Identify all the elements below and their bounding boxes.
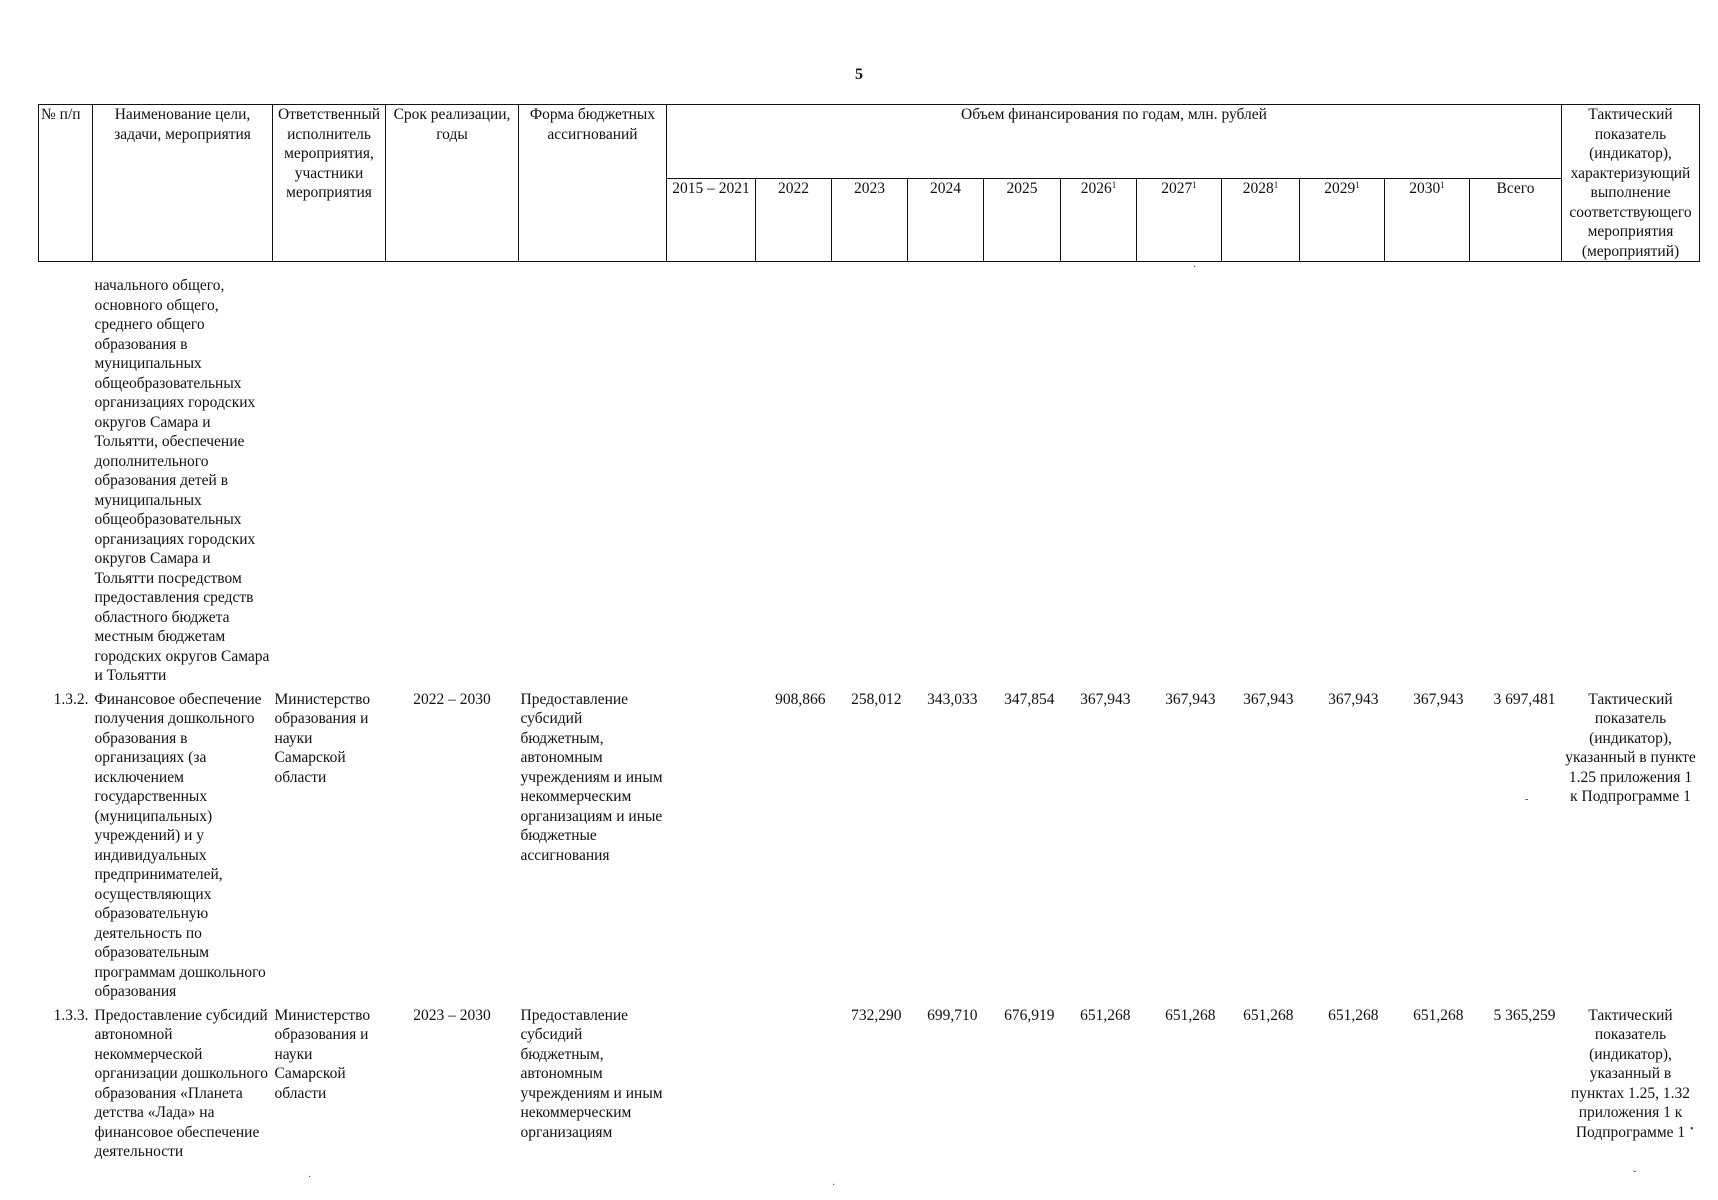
row-value-6: 367,943 (1165, 690, 1216, 708)
row-value-5: 367,943 (1080, 690, 1131, 708)
page-number: 5 (855, 66, 863, 83)
year-label: 2029 (1324, 179, 1356, 197)
header-responsible: Ответственный исполнитель мероприятия, участники мероприятия (273, 105, 386, 262)
row-form: Предоставление субсидий бюджетным, автономным учреждениям и иным некоммерческим организациям и иные бюджетные ассигнования (520, 690, 663, 864)
header-year-5 (1061, 178, 1137, 261)
row-name: Финансовое обеспечение получения дошкольного образования в организациях (за исключением государственных (муниципальных) учреждений) и у индивидуальных предпринимателей, осуществляющих образовательную деятельность по образовательным программам дошкольного образования (94, 690, 266, 1000)
header-year-10 (1470, 178, 1562, 261)
row-number: 1.3.2. (53, 690, 89, 708)
year-footnote-mark: 1 (1192, 179, 1197, 190)
header-year-1 (756, 178, 832, 261)
row-indicator: Тактический показатель (индикатор), указанный в пунктах 1.25, 1.32 приложения 1 к Подпрограмме 1 (1570, 1006, 1691, 1141)
year-label: 2022 (778, 179, 809, 197)
row-value-5: 651,268 (1080, 1006, 1131, 1024)
header-term: Срок реализации, годы (386, 105, 519, 262)
row-value-2: 258,012 (851, 690, 902, 708)
year-label: 2028 (1242, 179, 1274, 197)
year-label: 2030 (1409, 179, 1441, 197)
table-header (39, 105, 1700, 262)
continuation-text: начального общего, основного общего, среднего общего образования в муниципальных общеобразовательных организациях городских округов Самара и Тольятти, обеспечение дополнительного образования детей в муниципальных общеобразовательных организациях городских округов Самара и Тольятти посредством предоставления средств областного бюджета местным бюджетам городских округов Самара и Тольятти (94, 277, 270, 684)
row-responsible: Министерство образования и науки Самарской области (274, 690, 371, 786)
header-year-2 (832, 178, 908, 261)
scan-speck: · (1193, 262, 1197, 273)
header-indicator: Тактический показатель (индикатор), характеризующий выполнение соответствующего мероприятия (мероприятий) (1562, 105, 1700, 262)
header-name: Наименование цели, задачи, мероприятия (93, 105, 273, 262)
year-label: 2025 (1006, 179, 1038, 197)
row-value-6: 651,268 (1165, 1006, 1216, 1024)
row-value-1 (756, 1006, 832, 1162)
row-value-10: 3 697,481 (1493, 690, 1556, 708)
row-value-3: 343,033 (927, 690, 978, 708)
table-body (39, 262, 1700, 1162)
header-year-8 (1300, 178, 1385, 261)
year-label: Всего (1496, 179, 1535, 197)
scan-speck: · (832, 1180, 836, 1191)
year-footnote-mark: 1 (1355, 179, 1360, 190)
row-value-9: 651,268 (1413, 1006, 1464, 1024)
scan-speck: ˇ (1633, 1170, 1637, 1181)
year-footnote-mark: 1 (1273, 179, 1279, 190)
scan-speck: • (1690, 1124, 1694, 1135)
row-value-4: 347,854 (1004, 690, 1055, 708)
row-value-0 (667, 1006, 756, 1162)
header-form: Форма бюджетных ассигнований (519, 105, 667, 262)
row-value-3: 699,710 (927, 1006, 978, 1024)
table-row (39, 1006, 1700, 1162)
row-value-9: 367,943 (1413, 690, 1464, 708)
row-value-8: 651,268 (1328, 1006, 1379, 1024)
scan-speck: - (1525, 794, 1529, 805)
row-value-10: 5 365,259 (1493, 1006, 1556, 1024)
row-indicator: Тактический показатель (индикатор), указанный в пункте 1.25 приложения 1 к Подпрограмме 1 (1565, 690, 1696, 805)
year-label: 2023 (854, 179, 885, 197)
header-funding: Объем финансирования по годам, млн. рублей (667, 105, 1562, 179)
row-value-8: 367,943 (1328, 690, 1379, 708)
row-term: 2023 – 2030 (413, 1006, 491, 1024)
row-value-1: 908,866 (775, 690, 826, 708)
row-value-0 (667, 690, 756, 1002)
year-label: 2024 (930, 179, 961, 197)
header-year-0 (667, 178, 756, 261)
header-year-9 (1385, 178, 1470, 261)
header-year-6 (1137, 178, 1222, 261)
header-year-4 (984, 178, 1061, 261)
table-row (39, 690, 1700, 1002)
continuation-row (39, 276, 1700, 686)
row-number: 1.3.3. (53, 1006, 89, 1024)
header-year-3 (908, 178, 984, 261)
header-year-7 (1222, 178, 1300, 261)
year-footnote-mark: 1 (1440, 179, 1445, 190)
row-value-7: 367,943 (1243, 690, 1294, 708)
row-value-2: 732,290 (851, 1006, 902, 1024)
row-form: Предоставление субсидий бюджетным, автономным учреждениям и иным некоммерческим организациям (520, 1006, 663, 1141)
year-label: 2027 (1161, 179, 1193, 197)
financing-table (38, 104, 1700, 1162)
row-value-4: 676,919 (1004, 1006, 1055, 1024)
header-num: № п/п (39, 105, 93, 262)
year-label: 2026 (1080, 179, 1112, 197)
year-footnote-mark: 1 (1111, 179, 1117, 190)
scan-speck: · (308, 1172, 312, 1183)
row-name: Предоставление субсидий автономной некоммерческой организации дошкольного образования «Планета детства «Лада» на финансовое обеспечение деятельности (94, 1006, 269, 1160)
row-responsible: Министерство образования и науки Самарской области (274, 1006, 371, 1102)
row-term: 2022 – 2030 (413, 690, 491, 708)
row-value-7: 651,268 (1243, 1006, 1294, 1024)
year-label: 2015 – 2021 (672, 179, 750, 197)
